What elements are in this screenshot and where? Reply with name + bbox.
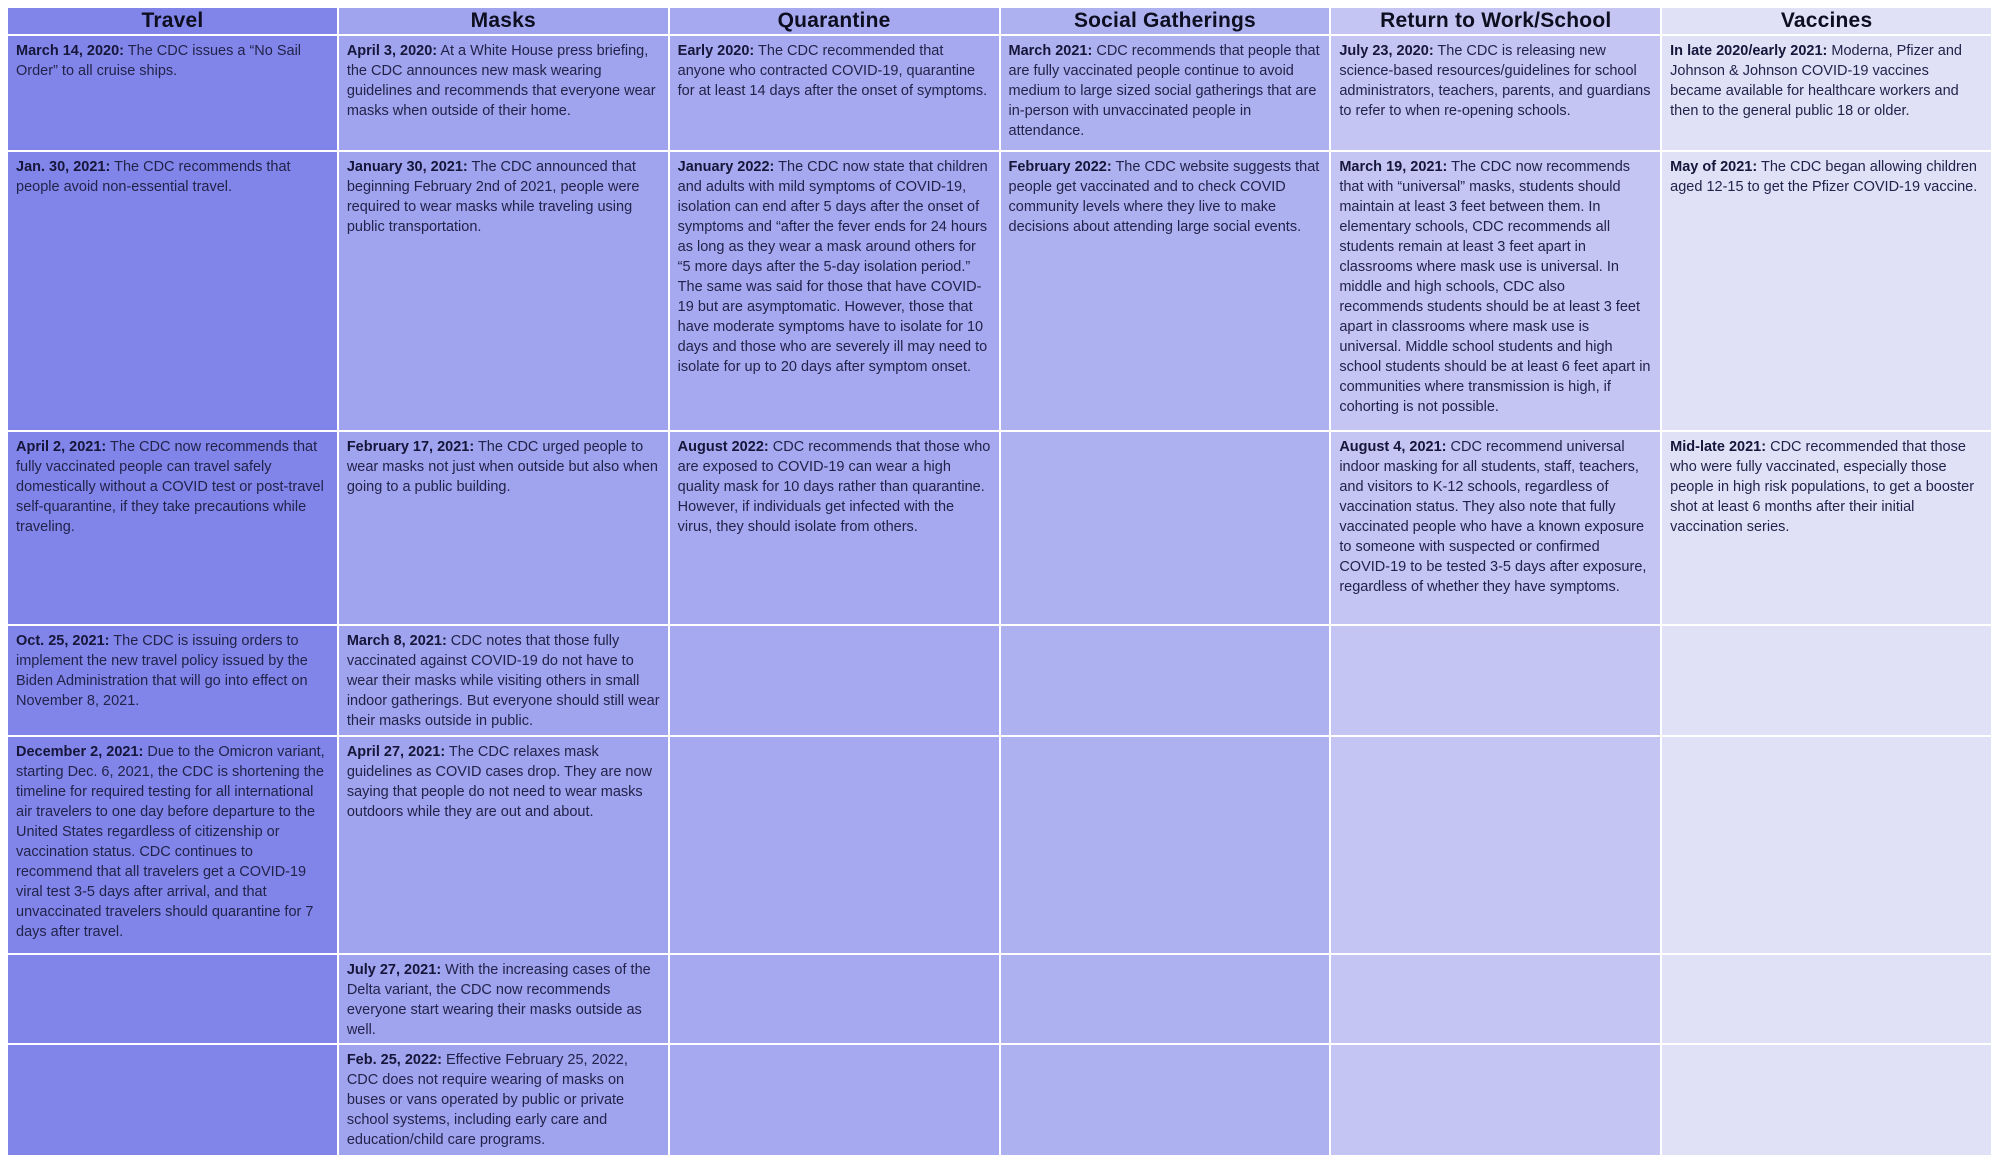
timeline-cell-masks-2 <box>339 152 668 430</box>
cell-text: Effective February 25, 2022, CDC does not require wearing of masks on buses or vans operated by public or private school systems, including early care and education/child care programs. <box>346 1052 628 1148</box>
cell-date: Feb. 25, 2022: <box>346 1052 442 1068</box>
timeline-cell-social-gatherings-1 <box>1001 36 1330 150</box>
timeline-cell-empty-vaccines-6 <box>1662 955 1991 1043</box>
cell-text: CDC recommends that those who are exposed to COVID-19 can wear a high quality mask for 10 days rather than quarantine. However, if individuals get infected with the virus, they should isolate from others. <box>677 439 991 535</box>
timeline-cell-travel-4 <box>8 626 337 735</box>
cell-date: April 3, 2020: <box>346 43 438 59</box>
cell-date: March 8, 2021: <box>346 633 447 649</box>
timeline-cell-empty-quarantine-7 <box>670 1045 999 1155</box>
cell-date: February 2022: <box>1008 159 1112 175</box>
timeline-cell-masks-7 <box>339 1045 668 1155</box>
timeline-cell-empty-social-gatherings-4 <box>1001 626 1330 735</box>
timeline-cell-vaccines-3 <box>1662 432 1991 624</box>
column-header-vaccines: Vaccines <box>1662 8 1991 34</box>
cell-text: The CDC website suggests that people get vaccinated and to check COVID community levels where they live to make decisions about attending large social events. <box>1008 159 1320 235</box>
cell-text: The CDC now state that children and adults with mild symptoms of COVID-19, isolation can end after 5 days after the onset of symptoms and “after the fever ends for 24 hours as long as they wear a mask around others for “5 more days after the 5-day isolation period.” The same was said for those that have COVID-19 but are asymptomatic. However, those that have moderate symptoms have to isolate for 10 days and those who are severely ill may need to isolate for up to 20 days after symptom onset. <box>677 159 988 375</box>
timeline-cell-empty-vaccines-7 <box>1662 1045 1991 1155</box>
cell-date: Jan. 30, 2021: <box>16 159 111 175</box>
cell-date: December 2, 2021: <box>16 744 144 760</box>
timeline-cell-masks-4 <box>339 626 668 735</box>
cell-date: Early 2020: <box>677 43 755 59</box>
timeline-cell-travel-2 <box>8 152 337 430</box>
timeline-cell-quarantine-2 <box>670 152 999 430</box>
column-header-masks: Masks <box>339 8 668 34</box>
column-header-social-gatherings: Social Gatherings <box>1001 8 1330 34</box>
timeline-cell-empty-social-gatherings-7 <box>1001 1045 1330 1155</box>
timeline-cell-empty-quarantine-5 <box>670 737 999 953</box>
cell-date: In late 2020/early 2021: <box>1670 43 1828 59</box>
timeline-cell-masks-6 <box>339 955 668 1043</box>
timeline-cell-empty-social-gatherings-5 <box>1001 737 1330 953</box>
cell-date: July 27, 2021: <box>346 962 442 978</box>
cell-text: The CDC is issuing orders to implement the new travel policy issued by the Biden Administration that will go into effect on November 8, 2021. <box>16 633 308 709</box>
cell-text: Due to the Omicron variant, starting Dec. 6, 2021, the CDC is shortening the timeline for required testing for all international air travelers to one day before departure to the United States regardless of citizenship or vaccination status. CDC continues to recommend that all travelers get a COVID-19 viral test 3-5 days after arrival, and that unvaccinated travelers should quarantine for 7 days after travel. <box>16 744 325 940</box>
cell-date: August 4, 2021: <box>1339 439 1447 455</box>
cell-date: March 14, 2020: <box>16 43 125 59</box>
timeline-cell-empty-social-gatherings-6 <box>1001 955 1330 1043</box>
cell-text: The CDC began allowing children aged 12-15 to get the Pfizer COVID-19 vaccine. <box>1670 159 1978 195</box>
cell-text: The CDC relaxes mask guidelines as COVID cases drop. They are now saying that people do not need to wear masks outdoors while they are out and about. <box>346 744 653 820</box>
cell-date: March 2021: <box>1008 43 1093 59</box>
timeline-cell-return-to-work-school-1 <box>1331 36 1660 150</box>
column-header-travel: Travel <box>8 8 337 34</box>
cell-text: At a White House press briefing, the CDC announces new mask wearing guidelines and recommends that everyone wear masks when outside of their home. <box>346 43 656 119</box>
cell-date: Oct. 25, 2021: <box>16 633 110 649</box>
timeline-cell-quarantine-1 <box>670 36 999 150</box>
cell-text: CDC recommend universal indoor masking for all students, staff, teachers, and visitors to K-12 schools, regardless of vaccination status. They also note that fully vaccinated people who have a known exposure to someone with suspected or confirmed COVID-19 to be tested 3-5 days after exposure, regardless of whether they have symptoms. <box>1339 439 1647 595</box>
cell-text: The CDC recommended that anyone who contracted COVID-19, quarantine for at least 14 days after the onset of symptoms. <box>677 43 988 99</box>
timeline-cell-empty-travel-6 <box>8 955 337 1043</box>
cell-date: April 2, 2021: <box>16 439 107 455</box>
timeline-cell-quarantine-3 <box>670 432 999 624</box>
timeline-cell-social-gatherings-2 <box>1001 152 1330 430</box>
cell-text: The CDC now recommends that fully vaccinated people can travel safely domestically without a COVID test or post-travel self-quarantine, if they take precautions while traveling. <box>16 439 324 535</box>
cell-text: The CDC announced that beginning February 2nd of 2021, people were required to wear masks while traveling using public transportation. <box>346 159 640 235</box>
timeline-cell-masks-3 <box>339 432 668 624</box>
cell-text: The CDC is releasing new science-based resources/guidelines for school administrators, teachers, parents, and guardians to refer to when re-opening schools. <box>1339 43 1651 119</box>
cell-text: The CDC urged people to wear masks not just when outside but also when going to a public building. <box>346 439 658 495</box>
cell-text: With the increasing cases of the Delta variant, the CDC now recommends everyone start wearing their masks outside as well. <box>346 962 651 1038</box>
cell-text: CDC recommends that people that are fully vaccinated people continue to avoid medium to large sized social gatherings that are in-person with unvaccinated people in attendance. <box>1008 43 1320 139</box>
timeline-cell-masks-1 <box>339 36 668 150</box>
timeline-cell-return-to-work-school-3 <box>1331 432 1660 624</box>
cell-text: The CDC now recommends that with “universal” masks, students should maintain at least 3 feet between them. In elementary schools, CDC recommends all students remain at least 3 feet apart in classrooms where mask use is universal. In middle and high schools, CDC also recommends students should be at least 3 feet apart in classrooms where mask use is universal. Middle school students and high school students should be at least 6 feet apart in communities where transmission is high, if cohorting is not possible. <box>1339 159 1651 415</box>
timeline-cell-return-to-work-school-2 <box>1331 152 1660 430</box>
cell-date: January 2022: <box>677 159 775 175</box>
cell-date: January 30, 2021: <box>346 159 468 175</box>
cell-text: The CDC issues a “No Sail Order” to all cruise ships. <box>16 43 302 79</box>
cell-text: The CDC recommends that people avoid non-essential travel. <box>16 159 291 195</box>
cell-date: February 17, 2021: <box>346 439 475 455</box>
timeline-cell-travel-1 <box>8 36 337 150</box>
timeline-cell-empty-return-to-work-school-4 <box>1331 626 1660 735</box>
cell-date: March 19, 2021: <box>1339 159 1448 175</box>
timeline-cell-empty-social-gatherings-3 <box>1001 432 1330 624</box>
timeline-cell-empty-quarantine-4 <box>670 626 999 735</box>
timeline-cell-vaccines-2 <box>1662 152 1991 430</box>
cell-date: April 27, 2021: <box>346 744 446 760</box>
timeline-cell-empty-quarantine-6 <box>670 955 999 1043</box>
cell-text: CDC recommended that those who were fully vaccinated, especially those people in high risk populations, to get a booster shot at least 6 months after their initial vaccination series. <box>1670 439 1975 535</box>
cell-text: CDC notes that those fully vaccinated against COVID-19 do not have to wear their masks while visiting others in small indoor gatherings. But everyone should still wear their masks outside in public. <box>346 633 660 729</box>
timeline-cell-empty-return-to-work-school-5 <box>1331 737 1660 953</box>
cell-date: July 23, 2020: <box>1339 43 1434 59</box>
timeline-cell-empty-vaccines-4 <box>1662 626 1991 735</box>
cell-text: Moderna, Pfizer and Johnson & Johnson COVID-19 vaccines became available for healthcare workers and then to the general public 18 or older. <box>1670 43 1962 119</box>
timeline-cell-empty-vaccines-5 <box>1662 737 1991 953</box>
timeline-cell-empty-return-to-work-school-7 <box>1331 1045 1660 1155</box>
timeline-cell-empty-return-to-work-school-6 <box>1331 955 1660 1043</box>
timeline-cell-travel-3 <box>8 432 337 624</box>
timeline-table <box>8 8 1991 1155</box>
cell-date: August 2022: <box>677 439 769 455</box>
column-header-quarantine: Quarantine <box>670 8 999 34</box>
cell-date: May of 2021: <box>1670 159 1758 175</box>
timeline-cell-travel-5 <box>8 737 337 953</box>
cell-date: Mid-late 2021: <box>1670 439 1767 455</box>
timeline-cell-vaccines-1 <box>1662 36 1991 150</box>
timeline-cell-masks-5 <box>339 737 668 953</box>
column-header-return-to-work-school: Return to Work/School <box>1331 8 1660 34</box>
timeline-cell-empty-travel-7 <box>8 1045 337 1155</box>
